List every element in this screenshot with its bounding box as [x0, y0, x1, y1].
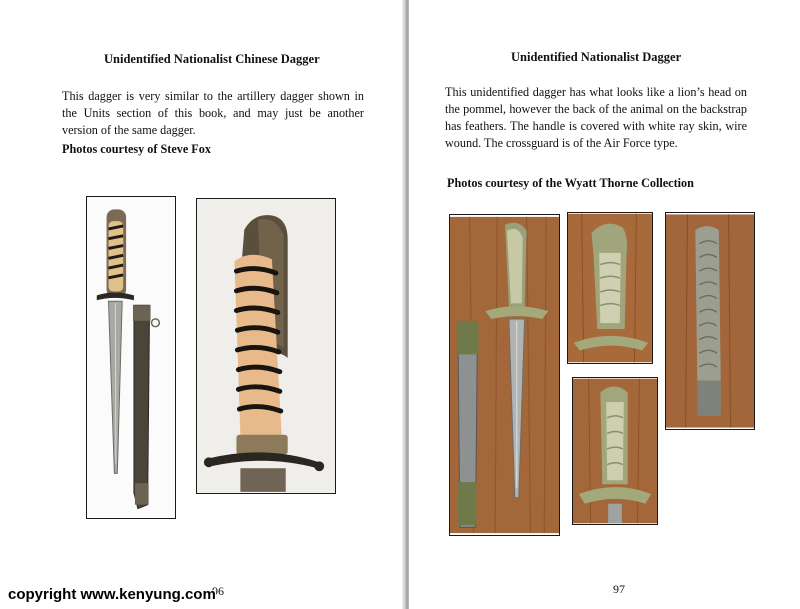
right-page-title: Unidentified Nationalist Dagger — [511, 50, 682, 64]
feathered-backstrap-illustration — [666, 213, 754, 429]
photo-lion-pommel — [567, 212, 653, 364]
right-page-body: This unidentified dagger has what looks like a lion’s head on the pommel, however the back of the animal on the backstrap has feathers. The handle is covered with white ray skin, wire wound. The crossguard is of the Air Force type. — [445, 85, 747, 150]
left-page-title: Unidentified Nationalist Chinese Dagger — [104, 52, 320, 66]
handle-closeup-illustration — [197, 199, 335, 493]
photo-dagger-with-scabbard — [86, 196, 176, 519]
lion-pommel-illustration — [568, 213, 652, 363]
left-page-credit: Photos courtesy of Steve Fox — [62, 142, 211, 156]
right-page-credit: Photos courtesy of the Wyatt Thorne Collection — [447, 176, 694, 190]
copyright-watermark: copyright www.kenyung.com — [8, 586, 216, 603]
photo-handle-and-crossguard — [572, 377, 658, 525]
photo-feathered-backstrap — [665, 212, 755, 430]
dagger-with-scabbard-illustration — [87, 197, 175, 518]
right-page — [409, 0, 800, 609]
left-page-number: 96 — [212, 584, 224, 598]
right-page-number: 97 — [613, 582, 625, 596]
left-page-body: This dagger is very similar to the artillery dagger shown in the Units section of this book, and may just be another version of the same dagger. — [62, 89, 364, 137]
photo-handle-closeup — [196, 198, 336, 494]
dagger-on-wood-illustration — [450, 215, 559, 535]
photo-dagger-on-wood — [449, 214, 560, 536]
handle-and-crossguard-illustration — [573, 378, 657, 524]
